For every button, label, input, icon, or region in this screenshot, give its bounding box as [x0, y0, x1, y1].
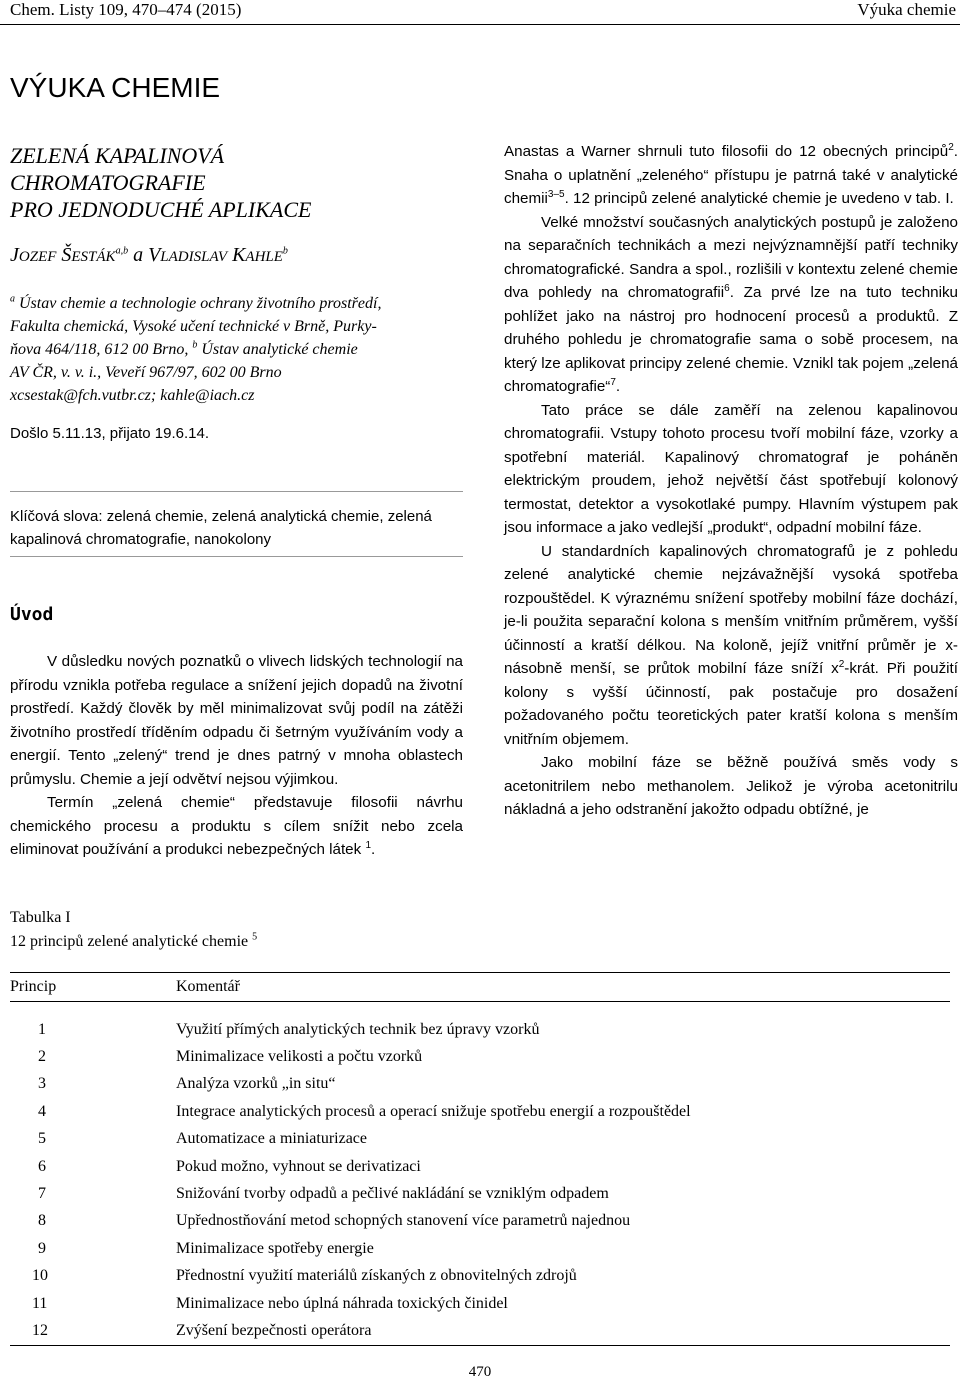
affil-line: ňova 464/118, 612 00 Brno, [10, 341, 189, 358]
principle-number: 9 [38, 1239, 46, 1257]
principle-number: 11 [32, 1294, 48, 1312]
citation-sup: 1 [365, 839, 372, 851]
affiliation [10, 292, 465, 407]
paragraph-text: Termín „zelená chemie“ představuje filosofii návrhu chemického procesu a produktu s cílem snížit nebo zcela eliminovat používání a produkci nebezpečných látek [10, 794, 463, 858]
affil-sup: a [10, 293, 15, 305]
paragraph-text: Anastas a Warner shrnuli tuto filosofii do 12 obecných principů [504, 143, 949, 160]
left-column-text [10, 650, 463, 862]
paragraph-text: Velké množství současných analytických postupů je založeno na separačních technikách a mezi nejvýznamnější patří techniky chromatografické. Sandra a spol., rozlišili v kontextu zelené chemie dva pohledy na chromatografii [504, 213, 958, 301]
principle-comment: Minimalizace spotřeby energie [176, 1239, 374, 1257]
right-column-text [504, 140, 958, 822]
paragraph-text: . Za prvé lze na tuto techniku pohlížet jako na nástroj pro hodnocení procesů a produktů. Z druhého pohledu je chromatografie sama o sobě procesem, na který lze aplikovat principy zelené chemie. Vznikl tak pojem „zelená chromatografie“ [504, 284, 959, 395]
principle-comment: Využití přímých analytických technik bez úpravy vzorků [176, 1020, 540, 1038]
table-row [10, 1043, 950, 1070]
paragraph-text: -krát. Při použití kolony s vyšší účinností, pak postačuje pro dosažení požadovaného počtu teoretických pater kratší kolona s menším vnitřním objemem. [504, 660, 958, 748]
principle-comment: Snižování tvorby odpadů a pečlivé nakládání se vzniklým odpadem [176, 1185, 609, 1203]
principle-number: 2 [38, 1048, 46, 1066]
principle-number: 12 [10, 1317, 176, 1345]
author-affil-sup: a,b [115, 245, 129, 257]
author-and: a [133, 244, 144, 266]
superscript: 2 [838, 658, 845, 670]
principles-table [10, 972, 950, 1346]
table-row [10, 1235, 950, 1262]
citation-sup: 6 [724, 282, 730, 294]
table-row [10, 1126, 950, 1153]
table-row [10, 1208, 950, 1235]
citation-sup: 2 [948, 141, 954, 153]
column-header-principle: Princip [10, 973, 176, 1002]
table-row [10, 1290, 950, 1317]
table-label: Tabulka I [10, 909, 71, 926]
principle-number: 1 [38, 1020, 46, 1038]
paragraph: Jako mobilní fáze se běžně používá směs vody s acetonitrilem nebo methanolem. Jelikož je výroba acetonitrilu nákladná a jeho odstranění jakožto odpadu obtížné, je [504, 754, 958, 818]
principle-number: 5 [38, 1130, 46, 1148]
principle-number: 6 [38, 1157, 46, 1175]
author-initial: K [232, 244, 246, 266]
principle-comment: Přednostní využití materiálů získaných z obnovitelných zdrojů [176, 1267, 577, 1285]
affil-line: AV ČR, v. v. i., Veveří 967/97, 602 00 Brno [10, 364, 282, 381]
table-row [10, 1071, 950, 1098]
title-line: CHROMATOGRAFIE [10, 170, 206, 195]
keywords-top-rule [10, 491, 463, 492]
affil-line: Fakulta chemická, Vysoké učení technické v Brně, Purky- [10, 318, 377, 335]
principle-number: 3 [38, 1075, 46, 1093]
author-name: AHLE [245, 249, 283, 265]
principle-number: 10 [32, 1267, 48, 1285]
article-title [10, 142, 470, 223]
column-header-comment: Komentář [176, 973, 950, 1002]
principle-comment: Zvýšení bezpečnosti operátora [176, 1317, 950, 1345]
author-initial: Š [61, 244, 72, 266]
table-caption [10, 906, 257, 954]
principle-number: 8 [38, 1212, 46, 1230]
table-row [10, 1098, 950, 1125]
citation-sup: 3–5 [547, 188, 565, 200]
table-title: 12 principů zelené analytické chemie [10, 933, 249, 950]
title-line: ZELENÁ KAPALINOVÁ [10, 143, 225, 168]
principle-number: 7 [38, 1185, 46, 1203]
table-row [10, 1002, 950, 1044]
paragraph [504, 140, 958, 211]
affil-sup: b [192, 339, 198, 351]
title-line: PRO JEDNODUCHÉ APLIKACE [10, 197, 312, 222]
author-affil-sup: b [282, 245, 288, 257]
table-row [10, 1180, 950, 1207]
affil-line: Ústav analytické chemie [201, 341, 358, 358]
section-title: VÝUKA CHEMIE [10, 72, 221, 103]
principle-comment: Automatizace a miniaturizace [176, 1130, 368, 1148]
page-number: 470 [468, 1364, 492, 1380]
table-row [10, 1153, 950, 1180]
author-name: ESTÁK [71, 249, 116, 265]
paragraph-text: . 12 principů zelené analytické chemie je uvedeno v tab. I. [564, 190, 954, 207]
author-name: OZEF [18, 249, 57, 265]
paragraph-text: . Snaha o uplatnění „zeleného“ přístupu je patrná také v analytické chemii [504, 143, 958, 207]
intro-heading: Úvod [10, 604, 54, 625]
author-initial: V [148, 244, 161, 266]
header-rule [0, 24, 960, 25]
author-emails[interactable]: xcsestak@fch.vutbr.cz; kahle@iach.cz [10, 387, 255, 404]
paragraph: Tato práce se dále zaměří na zelenou kapalinovou chromatografii. Vstupy tohoto procesu tvoří mobilní fáze, vzorky a spotřební materiál. Kapalinový chromatograf je poháněn elektrickým proudem, jehož největší část spotřebují kolonový termostat, detektor a vysokotlaké pumpy. Hlavním výstupem pak jsou informace a jako vedlejší „produkt“, odpadní mobilní fáze. [504, 401, 958, 536]
principle-comment: Minimalizace nebo úplná náhrada toxických činidel [176, 1294, 508, 1312]
paragraph: Termín „zelená chemie“ představuje filosofii návrhu chemického procesu a produktu s cílem snížit nebo zcela eliminovat používání a produkci nebezpečných látek $^1$. [10, 794, 463, 858]
keywords-bottom-rule [10, 556, 463, 557]
received-accepted-dates: Došlo 5.11.13, přijato 19.6.14. [10, 425, 210, 442]
principle-comment: Minimalizace velikosti a počtu vzorků [176, 1048, 423, 1066]
table-header-row [10, 973, 950, 1002]
keywords: Klíčová slova: zelená chemie, zelená analytická chemie, zelená kapalinová chromatografie, nanokolony [10, 508, 432, 548]
author-initial: J [10, 244, 19, 266]
affil-line: Ústav chemie a technologie ochrany životního prostředí, [19, 295, 382, 312]
paragraph [504, 540, 958, 752]
paragraph: Velké množství současných analytických postupů je založeno na separačních technikách a mezi nejvýznamnější patří techniky chromatografické. Sandra a spol., rozlišili v kontextu zelené chemie dva pohledy na chromatografii$^6$. Za prvé lze na tuto techniku pohlížet jako na nástroj pro hodnocení procesů a produktů. Z druhého pohledu je chromatografie sama o sobě procesem, na který lze aplikovat principy zelené chemie. Vznikl tak pojem „zelená chromatografie“$^7$. [504, 213, 959, 395]
paragraph: V důsledku nových poznatků o vlivech lidských technologií na přírodu vznikla potřeba regulace a snížení jejich dopadů na životní prostředí. Každý člověk by měl minimalizovat svůj podíl na zátěži životního prostředí tříděním odpadu či šetrným využíváním vody a energií. Tento „zelený“ trend je dnes patrný v mnoha oblastech průmyslu. Chemie a její odvětví nejsou výjimkou. [10, 653, 463, 788]
principle-comment: Integrace analytických procesů a operací snižuje spotřebu energií a rozpouštědel [176, 1102, 691, 1120]
citation-sup: 5 [252, 931, 258, 943]
principle-comment: Pokud možno, vyhnout se derivatizaci [176, 1157, 421, 1175]
principle-comment: Upřednostňování metod schopných stanovení více parametrů najednou [176, 1212, 631, 1230]
running-header-section: Výuka chemie [857, 0, 956, 19]
table-row [10, 1317, 950, 1345]
author-name: LADISLAV [160, 249, 228, 265]
citation-sup: 7 [610, 376, 616, 388]
principle-comment: Analýza vzorků „in situ“ [176, 1075, 336, 1093]
principle-number: 4 [38, 1102, 46, 1120]
authors [10, 244, 288, 267]
journal-citation: Chem. Listy 109, 470–474 (2015) [10, 0, 242, 19]
paragraph-text: U standardních kapalinových chromatografů je z pohledu zelené analytické chemie nejzávažnější vysoká spotřeba rozpouštědel. K výraznému snížení spotřeby mobilní fáze dochází, je-li použita separační kolona s menším vnitřním průměrem, vyšší účinností a kratší délkou. Na koloně, jejíž vnitřní průměr je x-násobně menší, se průtok mobilní fáze sníží x [504, 542, 958, 677]
table-row [10, 1263, 950, 1290]
